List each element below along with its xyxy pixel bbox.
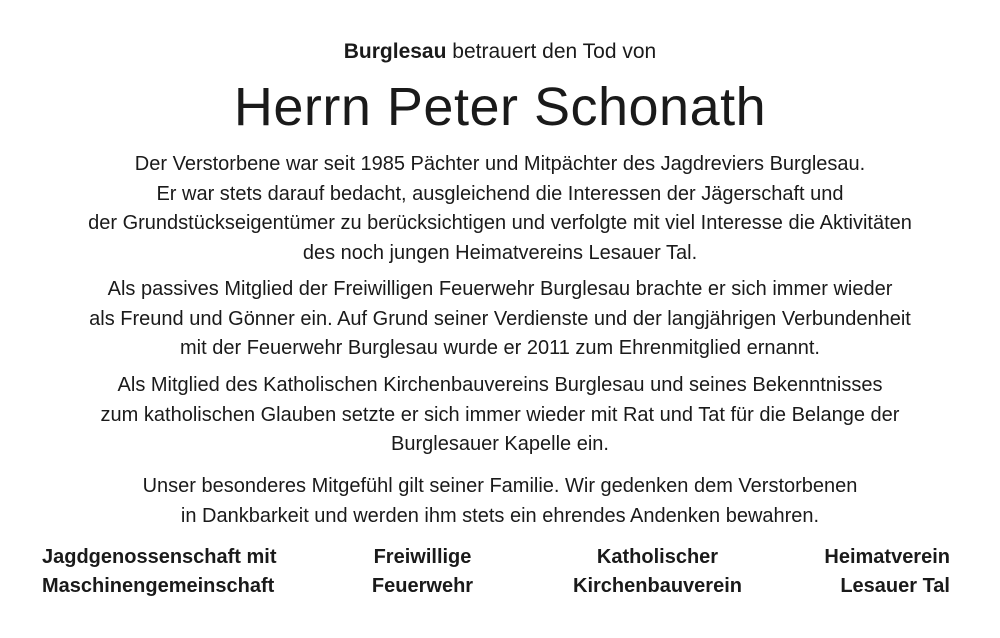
paragraph-line: zum katholischen Glauben setzte er sich immer wieder mit Rat und Tat für die Belange der xyxy=(100,403,900,426)
signatory-line: Maschinengemeinschaft xyxy=(42,575,275,597)
paragraph-tenure xyxy=(0,150,1000,268)
signatory-line: Freiwillige xyxy=(373,546,472,568)
paragraph-line: Der Verstorbene war seit 1985 Pächter und Mitpächter des Jagdreviers Burglesau. xyxy=(134,153,866,175)
paragraph-line: Als passives Mitglied der Freiwilligen Feuerwehr Burglesau brachte er sich immer wieder xyxy=(107,278,893,300)
signatory-line: Lesauer Tal xyxy=(840,575,950,597)
intro-line xyxy=(0,38,1000,66)
signatory-fire-brigade xyxy=(330,543,515,601)
deceased-name: Herrn Peter Schonath xyxy=(233,77,767,137)
paragraph-line: als Freund und Gönner ein. Auf Grund seiner Verdienste und der langjährigen Verbundenheit xyxy=(89,307,911,330)
paragraph-line: Er war stets darauf bedacht, ausgleichend die Interessen der Jägerschaft und xyxy=(156,182,844,205)
paragraph-line: des noch jungen Heimatvereins Lesauer Tal. xyxy=(302,241,698,264)
paragraph-line: der Grundstückseigentümer zu berücksichtigen und verfolgte mit viel Interesse die Aktivitäten xyxy=(88,212,912,234)
paragraph-church-association xyxy=(0,371,1000,460)
signatory-hunting-cooperative xyxy=(42,543,277,601)
intro-place: Burglesau xyxy=(343,40,447,63)
paragraph-line: Als Mitglied des Katholischen Kirchenbauvereins Burglesau und seines Bekenntnisses xyxy=(117,374,883,396)
paragraph-fire-brigade xyxy=(0,275,1000,364)
signatories xyxy=(0,543,1000,603)
signatory-line: Jagdgenossenschaft mit xyxy=(42,546,277,568)
intro-text: betrauert den Tod von xyxy=(452,40,657,63)
signatory-line: Katholischer xyxy=(596,546,719,568)
signatory-line: Kirchenbauverein xyxy=(573,575,742,597)
signatory-heritage-association xyxy=(824,543,950,601)
signatory-line: Feuerwehr xyxy=(371,575,474,597)
paragraph-line: Unser besonderes Mitgefühl gilt seiner Familie. Wir gedenken dem Verstorbenen xyxy=(142,475,858,497)
paragraph-line: in Dankbarkeit und werden ihm stets ein ehrendes Andenken bewahren. xyxy=(180,504,820,527)
signatory-church-association xyxy=(555,543,760,601)
paragraph-condolence xyxy=(0,472,1000,531)
paragraph-line: mit der Feuerwehr Burglesau wurde er 2011 zum Ehrenmitglied ernannt. xyxy=(180,337,820,359)
signatory-line: Heimatverein xyxy=(824,546,950,568)
paragraph-line: Burglesauer Kapelle ein. xyxy=(391,433,609,455)
